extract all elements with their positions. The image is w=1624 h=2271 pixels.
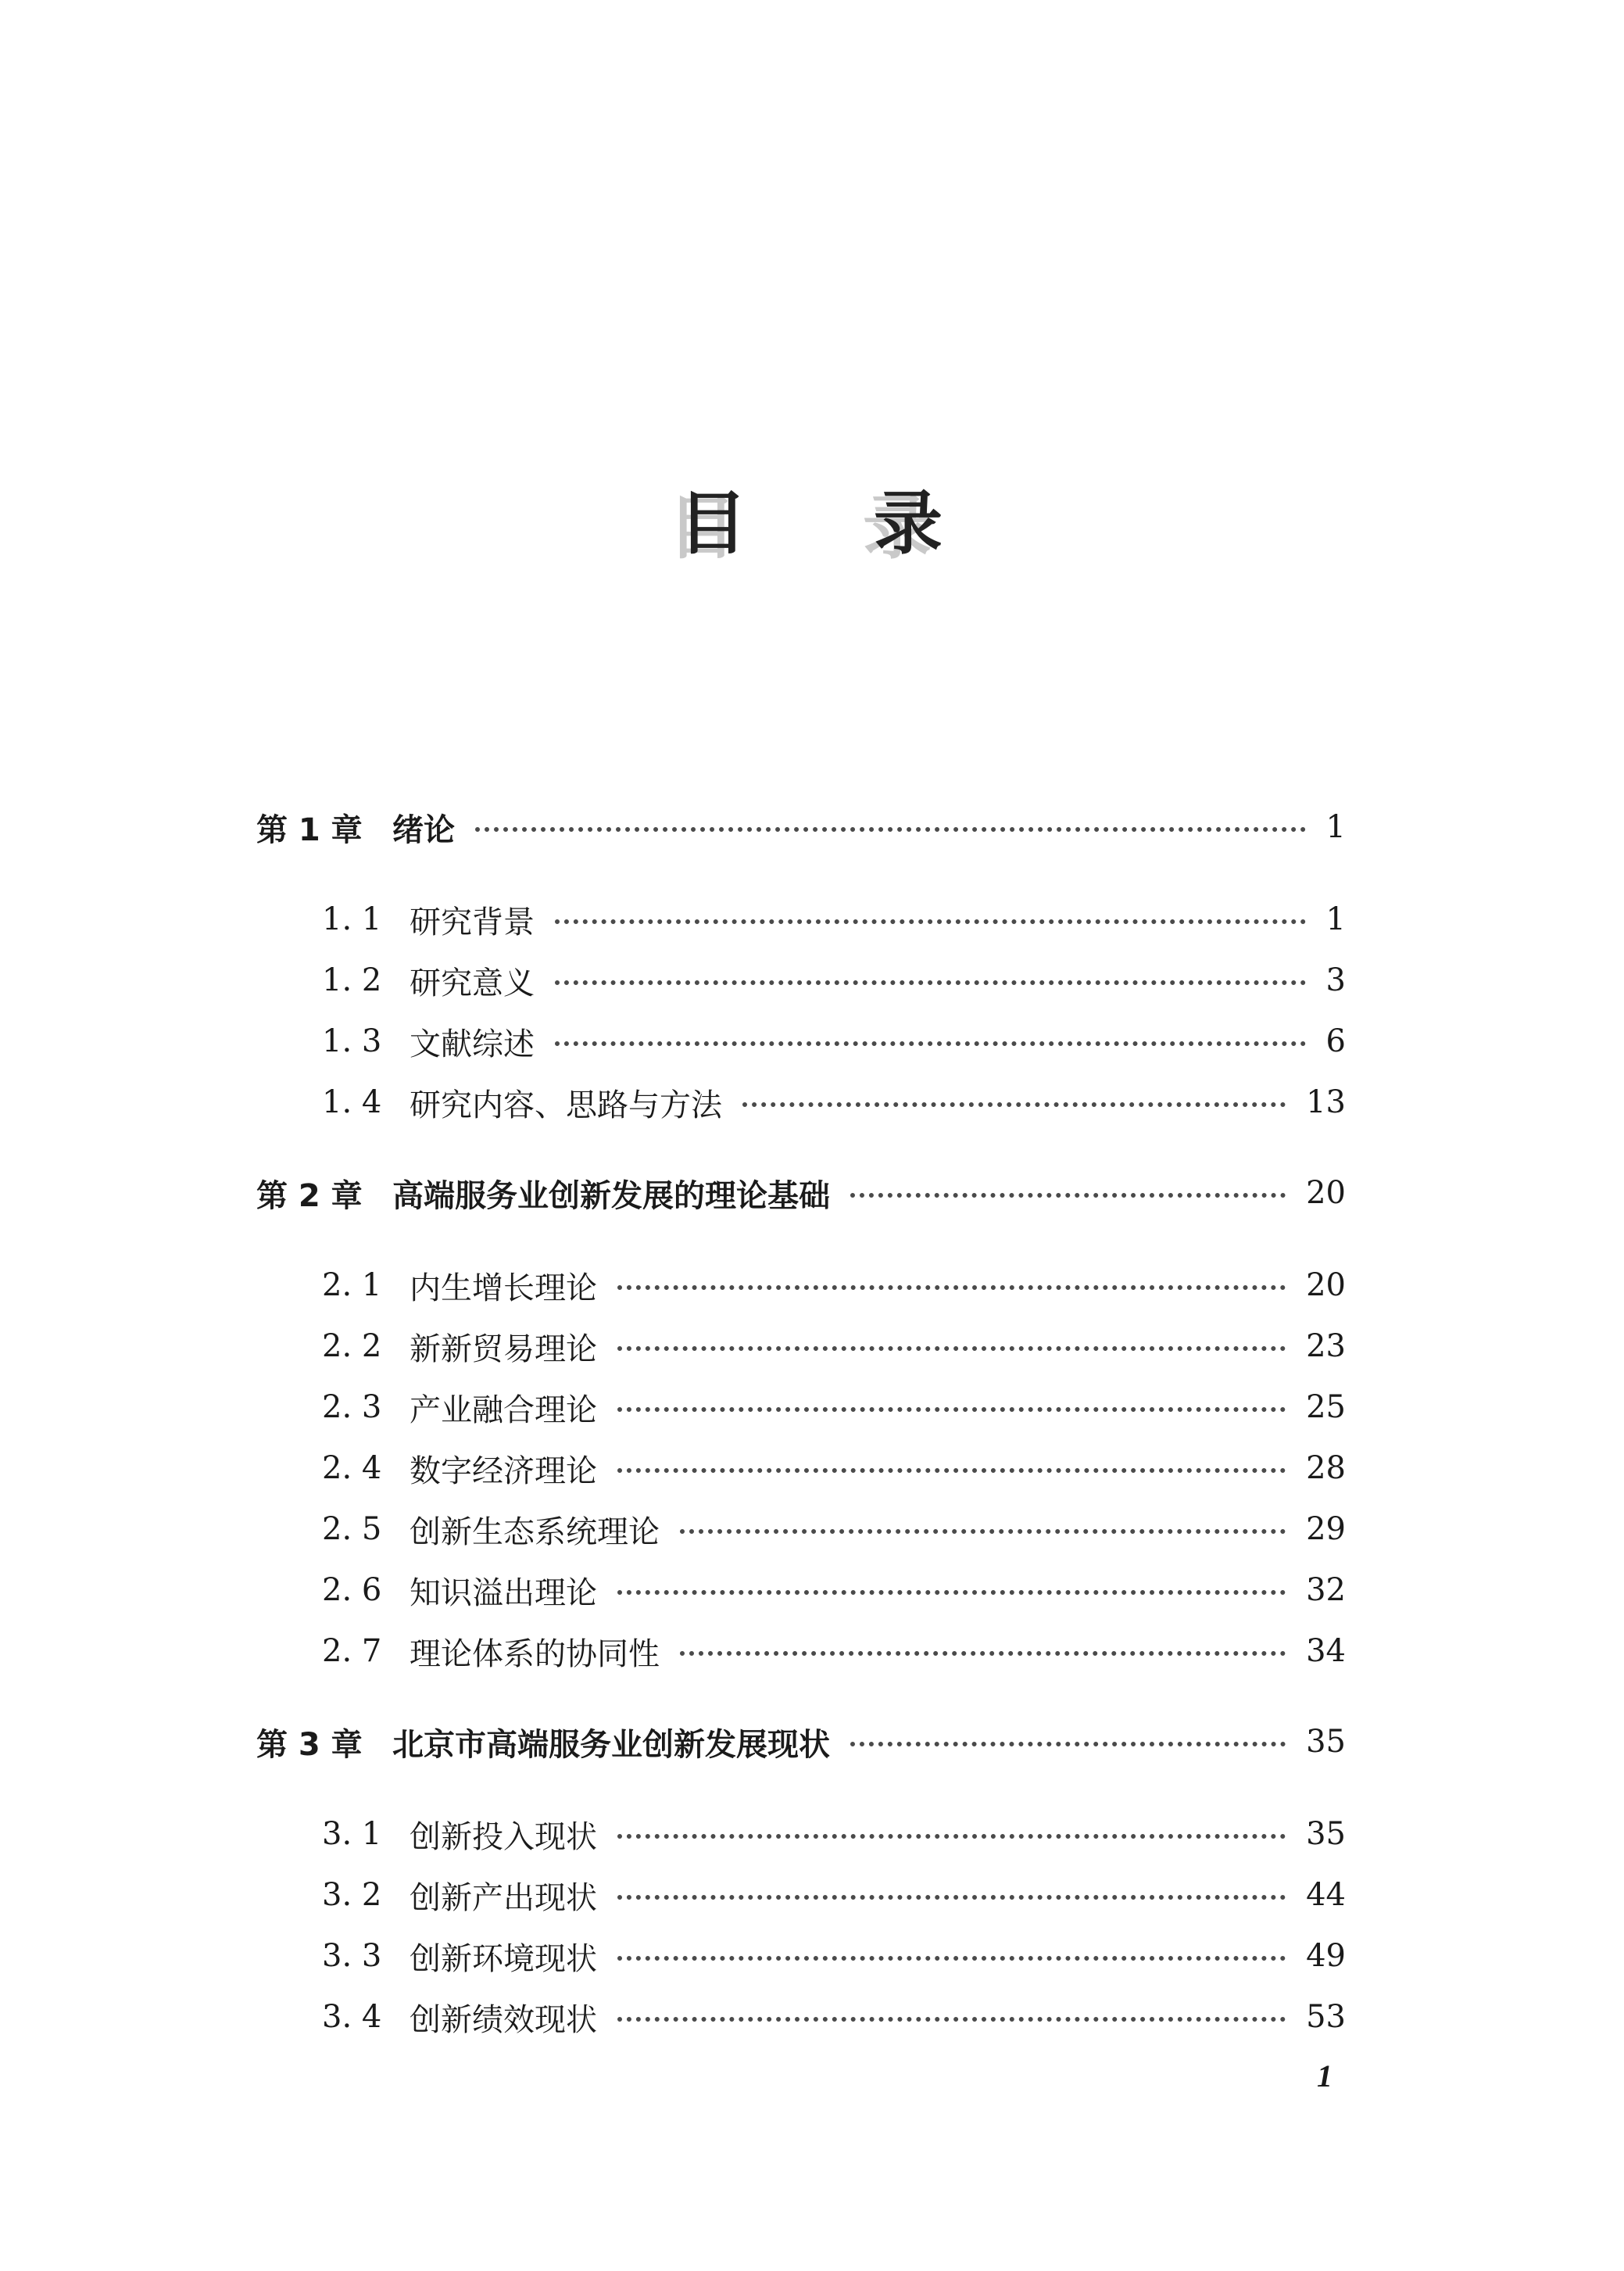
section-number: 1. 4 xyxy=(322,1084,382,1120)
chapter-title: 绪论 xyxy=(392,811,455,848)
title-char-1: 目 xyxy=(678,483,748,564)
toc-section-3-4[interactable] xyxy=(322,1993,1346,2040)
toc-chapter-1[interactable] xyxy=(256,804,1346,851)
toc-chapter-2[interactable] xyxy=(256,1170,1346,1216)
section-number: 1. 2 xyxy=(322,962,382,998)
section-number: 2. 7 xyxy=(322,1633,382,1669)
section-title: 知识溢出理论 xyxy=(410,1574,597,1611)
page-number: 20 xyxy=(1306,1175,1346,1211)
dot-leader xyxy=(617,1590,1286,1595)
section-title: 理论体系的协同性 xyxy=(410,1635,660,1672)
chapter-title: 高端服务业创新发展的理论基础 xyxy=(392,1177,830,1214)
toc-section-2-4[interactable] xyxy=(322,1445,1346,1492)
section-number: 2. 5 xyxy=(322,1511,382,1547)
section-title: 创新环境现状 xyxy=(410,1940,597,1977)
section-number: 2. 3 xyxy=(322,1389,382,1425)
toc-section-3-3[interactable] xyxy=(322,1932,1346,1979)
page-number: 6 xyxy=(1325,1023,1346,1059)
page-number: 35 xyxy=(1306,1724,1346,1760)
section-title: 研究背景 xyxy=(410,904,535,940)
dot-leader xyxy=(742,1102,1286,1107)
section-number: 1. 3 xyxy=(322,1023,382,1059)
section-title: 数字经济理论 xyxy=(410,1453,597,1489)
section-number: 3. 1 xyxy=(322,1816,382,1852)
dot-leader xyxy=(850,1742,1286,1746)
toc-section-2-7[interactable] xyxy=(322,1628,1346,1675)
section-number: 3. 4 xyxy=(322,1999,382,2035)
section-title: 研究内容、思路与方法 xyxy=(410,1087,722,1123)
page-number: 13 xyxy=(1306,1084,1346,1120)
dot-leader xyxy=(617,1895,1286,1900)
section-number: 1. 1 xyxy=(322,901,382,937)
page-number: 44 xyxy=(1306,1877,1346,1913)
dot-leader xyxy=(850,1193,1286,1198)
toc-section-2-2[interactable] xyxy=(322,1323,1346,1370)
toc-section-1-2[interactable] xyxy=(322,957,1346,1004)
page-number: 23 xyxy=(1306,1328,1346,1364)
dot-leader xyxy=(555,980,1306,985)
chapter-title: 北京市高端服务业创新发展现状 xyxy=(392,1726,830,1763)
page-number: 20 xyxy=(1306,1267,1346,1303)
page-number: 49 xyxy=(1306,1938,1346,1974)
page-number: 28 xyxy=(1306,1450,1346,1486)
page-number: 25 xyxy=(1306,1389,1346,1425)
section-title: 研究意义 xyxy=(410,965,535,1001)
dot-leader xyxy=(475,827,1306,832)
toc-section-1-4[interactable] xyxy=(322,1079,1346,1126)
toc-section-2-6[interactable] xyxy=(322,1567,1346,1614)
dot-leader xyxy=(680,1651,1286,1656)
dot-leader xyxy=(555,1041,1306,1046)
toc-section-3-1[interactable] xyxy=(322,1811,1346,1857)
page-number: 35 xyxy=(1306,1816,1346,1852)
section-title: 内生增长理论 xyxy=(410,1270,597,1306)
dot-leader xyxy=(617,2017,1286,2022)
title-char-2: 录 xyxy=(874,483,943,564)
page-number: 34 xyxy=(1306,1633,1346,1669)
page-number: 1 xyxy=(1325,901,1346,937)
chapter-number: 第 1 章 xyxy=(256,811,363,848)
dot-leader xyxy=(680,1529,1286,1534)
section-number: 2. 6 xyxy=(322,1572,382,1608)
section-title: 产业融合理论 xyxy=(410,1392,597,1428)
page-number: 3 xyxy=(1325,962,1346,998)
toc-section-2-5[interactable] xyxy=(322,1506,1346,1553)
dot-leader xyxy=(617,1407,1286,1412)
toc-section-1-3[interactable] xyxy=(322,1018,1346,1065)
page-number: 53 xyxy=(1306,1999,1346,2035)
dot-leader xyxy=(617,1285,1286,1290)
page-number: 32 xyxy=(1306,1572,1346,1608)
page-title xyxy=(0,477,1624,578)
section-title: 创新生态系统理论 xyxy=(410,1513,660,1550)
section-number: 2. 1 xyxy=(322,1267,382,1303)
section-number: 3. 3 xyxy=(322,1938,382,1974)
section-number: 2. 4 xyxy=(322,1450,382,1486)
section-title: 创新投入现状 xyxy=(410,1818,597,1855)
toc-section-2-1[interactable] xyxy=(322,1262,1346,1309)
dot-leader xyxy=(617,1834,1286,1839)
chapter-number: 第 2 章 xyxy=(256,1177,363,1214)
section-title: 创新产出现状 xyxy=(410,1879,597,1916)
page-number: 1 xyxy=(1325,809,1346,845)
page-number: 29 xyxy=(1306,1511,1346,1547)
dot-leader xyxy=(617,1346,1286,1351)
section-title: 文献综述 xyxy=(410,1026,535,1062)
section-number: 2. 2 xyxy=(322,1328,382,1364)
chapter-number: 第 3 章 xyxy=(256,1726,363,1763)
section-title: 创新绩效现状 xyxy=(410,2001,597,2038)
dot-leader xyxy=(617,1956,1286,1961)
toc-chapter-3[interactable] xyxy=(256,1718,1346,1765)
toc-section-1-1[interactable] xyxy=(322,896,1346,943)
folio-page-number: 1 xyxy=(1317,2058,1332,2094)
section-title: 新新贸易理论 xyxy=(410,1331,597,1367)
toc-section-2-3[interactable] xyxy=(322,1384,1346,1431)
dot-leader xyxy=(617,1468,1286,1473)
section-number: 3. 2 xyxy=(322,1877,382,1913)
toc-section-3-2[interactable] xyxy=(322,1872,1346,1918)
dot-leader xyxy=(555,919,1306,924)
